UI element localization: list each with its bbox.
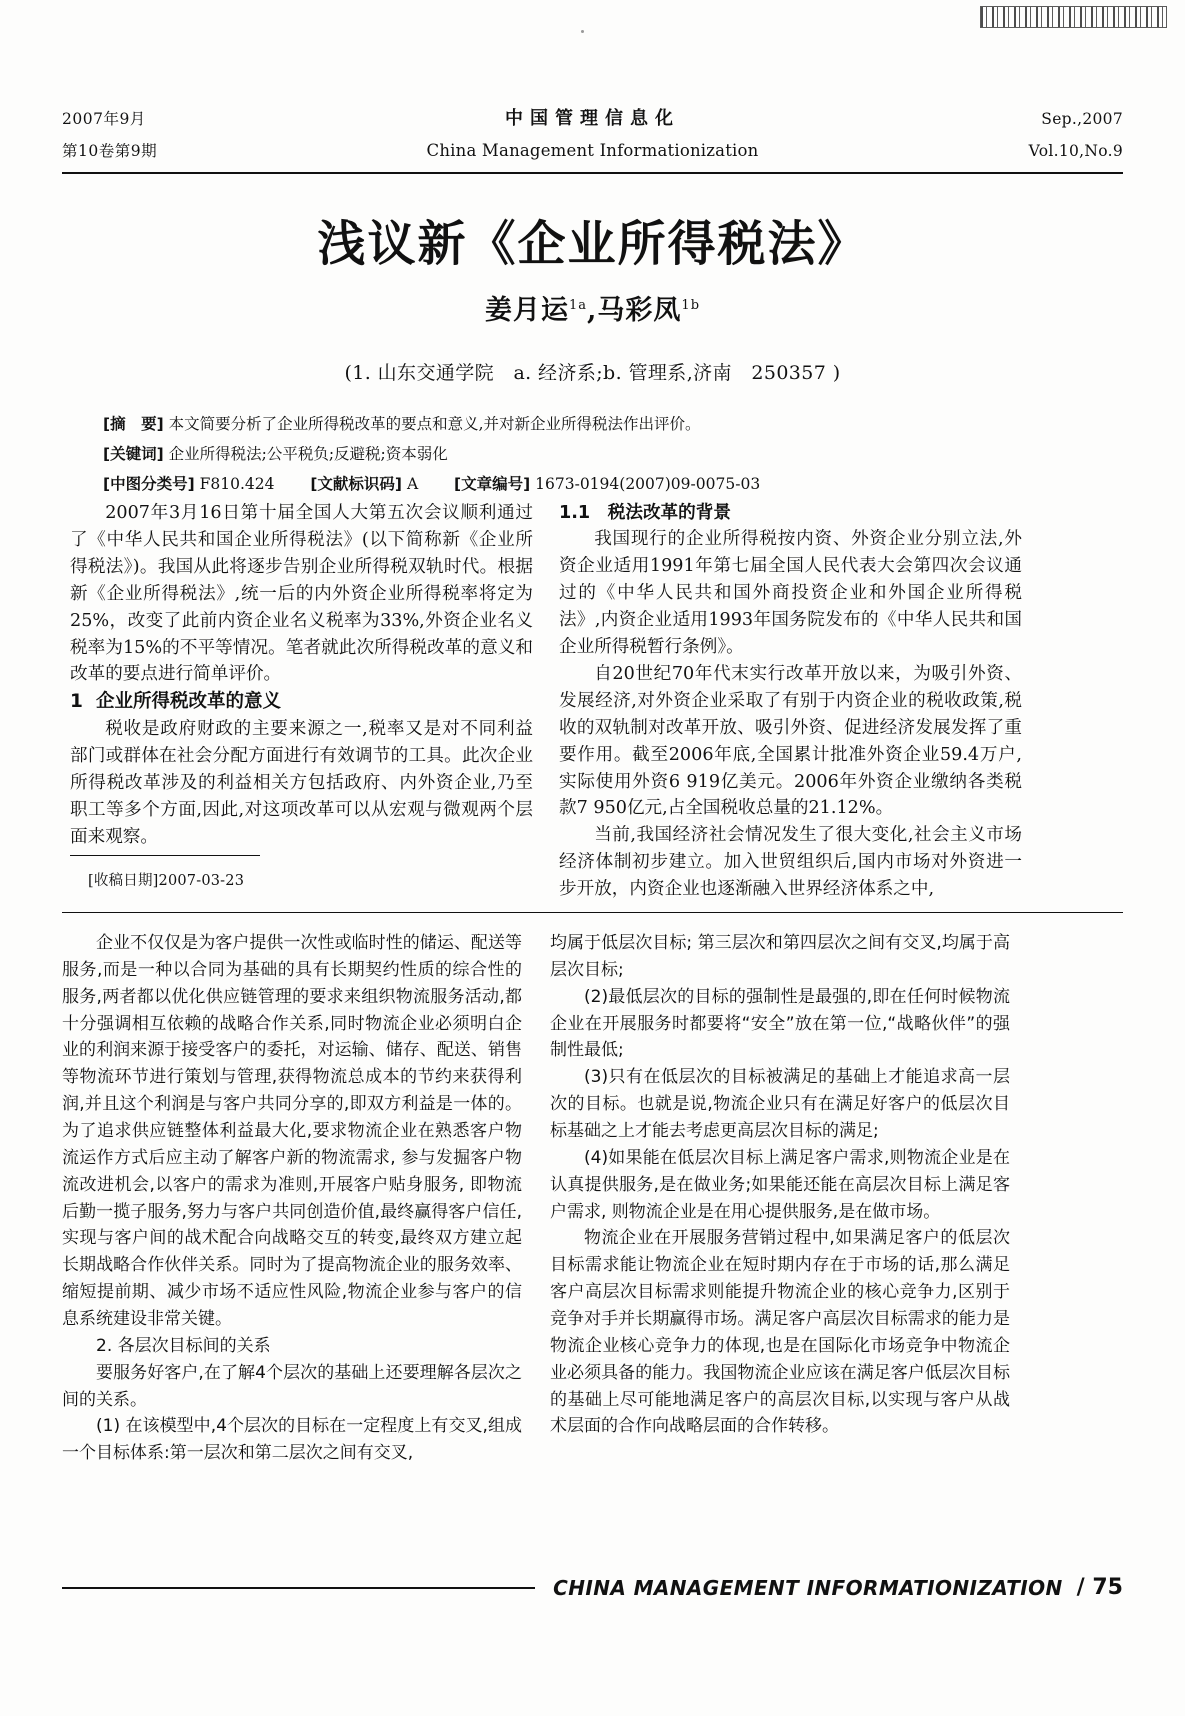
upper-left-heading xyxy=(70,688,533,716)
page-number xyxy=(1077,1575,1123,1600)
author-affil-marker-2: 1b xyxy=(681,298,701,313)
author-affiliation: (1. 山东交通学院 a. 经济系;b. 管理系,济南 250357 ) xyxy=(344,362,841,384)
upper-left-heading-number: 1 xyxy=(70,691,83,713)
document-code-label: [文献标识码] xyxy=(310,474,403,493)
masthead-journal-en: China Management Informationization xyxy=(426,141,759,160)
author-name-2: 马彩凤 xyxy=(597,295,682,326)
lower-left-paragraph: (1) 在该模型中,4个层次的目标在一定程度上有交叉,组成一个目标体系:第一层次和第二层次之间有交叉, xyxy=(62,1416,522,1464)
scan-speck xyxy=(581,30,584,33)
article-metadata xyxy=(103,410,1085,499)
scan-barcode-icon xyxy=(980,6,1167,28)
upper-left-paragraph: 税收是政府财政的主要来源之一,税率又是对不同利益部门或群体在社会分配方面进行有效调节的工具。此次企业所得税改革涉及的利益相关方包括政府、内外资企业,乃至职工等多个方面,因此,对这项改革可以从宏观与微观两个层面来观察。 xyxy=(70,719,533,847)
clc-value: F810.424 xyxy=(199,474,275,493)
upper-right-paragraph: 我国现行的企业所得税按内资、外资企业分别立法,外资企业适用1991年第七届全国人民代表大会第四次会议通过的《中华人民共和国外商投资企业和外国企业所得税法》,内资企业适用1993年国务院发布的《中华人民共和国企业所得税暂行条例》。 xyxy=(559,529,1022,658)
upper-left-heading-text: 企业所得税改革的意义 xyxy=(96,691,282,713)
article-authors xyxy=(0,288,1185,327)
masthead-journal-cn: 中国管理信息化 xyxy=(505,108,680,129)
footnote-divider xyxy=(70,855,260,856)
keywords-text: 企业所得税法;公平税负;反避税;资本弱化 xyxy=(168,444,448,463)
article-id-value: 1673-0194(2007)09-0075-03 xyxy=(535,474,761,493)
keywords-label: [关键词] xyxy=(103,444,164,463)
upper-right-paragraph: 自20世纪70年代末实行改革开放以来，为吸引外资、发展经济,对外资企业采取了有别于内资企业的税收政策,税收的双轨制对改革开放、吸引外资、促进经济发展发挥了重要作用。截至2006年底,全国累计批准外资企业59.4万户,实际使用外资6 919亿美元。2006年外资企业缴纳各类税款7 950亿元,占全国税收总量的21.12%。 xyxy=(559,663,1022,819)
lower-right-paragraph: (2)最低层次的目标的强制性是最强的,即在任何时候物流企业在开展服务时都要将“安全”放在第一位,“战略伙伴”的强制性最低; xyxy=(550,986,1010,1061)
lower-left-paragraph: 企业不仅仅是为客户提供一次性或临时性的储运、配送等服务,而是一种以合同为基础的具有长期契约性质的综合性的服务,两者都以优化供应链管理的要求来组织物流服务活动,都十分强调相互依赖的战略合作关系,同时物流企业必须明白企业的利润来源于接受客户的委托，对运输、储存、配送、销售等物流环节进行策划与管理,获得物流总成本的节约来获得利润,并且这个利润是与客户共同分享的,即双方利益是一体的。为了追求供应链整体利益最大化,要求物流企业在熟悉客户物流运作方式后应主动了解客户新的物流需求, 参与发掘客户物流改进机会,以客户的需求为准则,开展客户贴身服务, 即物流后勤一揽子服务,努力与客户共同创造价值,最终赢得客户信任,实现与客户间的战术配合向战略交互的转变,最终双方建立起长期战略合作伙伴关系。同时为了提高物流企业的服务效率、缩短提前期、减少市场不适应性风险,物流企业参与客户的信息系统建设非常关键。 xyxy=(62,933,522,1330)
page-footer xyxy=(62,1575,1123,1600)
lower-right-paragraph: 均属于低层次目标; 第三层次和第四层次之间有交叉,均属于高层次目标; xyxy=(550,933,1010,980)
page-number-value: 75 xyxy=(1092,1575,1123,1600)
author-separator: , xyxy=(587,295,598,326)
document-code-value: A xyxy=(406,474,419,493)
lower-left-paragraph: 要服务好客户,在了解4个层次的基础上还要理解各层次之间的关系。 xyxy=(62,1362,522,1410)
article-id-label: [文章编号] xyxy=(454,474,531,493)
footer-journal-name: CHINA MANAGEMENT INFORMATIONIZATION xyxy=(553,1575,1063,1600)
abstract-row xyxy=(103,410,1085,440)
upper-right-paragraph: 当前,我国经济社会情况发生了很大变化,社会主义市场经济体制初步建立。加入世贸组织后,国内市场对外资进一步开放，内资企业也逐渐融入世界经济体系之中, xyxy=(559,825,1022,900)
upper-article-columns xyxy=(70,500,1117,900)
clc-label: [中图分类号] xyxy=(103,474,195,493)
article-title: 浅议新《企业所得税法》 xyxy=(317,216,868,272)
article-separator-rule xyxy=(62,912,1123,913)
upper-right-column xyxy=(559,500,1022,900)
masthead-row-top xyxy=(62,104,1123,130)
received-date-footnote xyxy=(70,855,330,890)
lower-right-column xyxy=(550,930,1010,1467)
lower-right-paragraph: (3)只有在低层次的目标被满足的基础上才能追求高一层次的目标。也就是说,物流企业只有在满足好客户的低层次目标基础之上才能去考虑更高层次目标的满足; xyxy=(550,1067,1010,1142)
lower-right-paragraph: 物流企业在开展服务营销过程中,如果满足客户的低层次目标需求能让物流企业在短时期内存在于市场的话,那么满足客户高层次目标需求则能提升物流企业的核心竞争力,区别于竞争对手并长期赢得市场。满足客户高层次目标需求的能力是物流企业核心竞争力的体现,也是在国际化市场竞争中物流企业必须具备的能力。我国物流企业应该在满足客户低层次目标的基础上尽可能地满足客户的高层次目标,以实现与客户从战术层面的合作向战略层面的合作转移。 xyxy=(550,1228,1010,1437)
lower-left-paragraph: 2. 各层次目标间的关系 xyxy=(96,1335,271,1356)
masthead-volume-en: Vol.10,No.9 xyxy=(1028,142,1123,160)
abstract-text: 本文简要分析了企业所得税改革的要点和意义,并对新企业所得税法作出评价。 xyxy=(168,415,701,433)
masthead-divider xyxy=(62,172,1123,174)
masthead xyxy=(62,104,1123,166)
masthead-volume-cn: 第10卷第9期 xyxy=(62,142,158,160)
page-number-slash: / xyxy=(1076,1575,1085,1600)
masthead-date-en: Sep.,2007 xyxy=(1041,110,1123,128)
abstract-label: [摘 要] xyxy=(103,415,164,433)
author-name-1: 姜月运 xyxy=(484,295,569,326)
received-date-label: [收稿日期] xyxy=(88,873,159,889)
upper-left-column xyxy=(70,500,533,900)
codes-row xyxy=(103,470,1085,500)
masthead-date-cn: 2007年9月 xyxy=(62,110,146,128)
upper-right-subheading: 1.1 税法改革的背景 xyxy=(559,503,731,523)
masthead-row-bottom xyxy=(62,139,1123,161)
lower-article-columns xyxy=(62,930,1123,1467)
footnote-text xyxy=(70,869,330,890)
footer-rule xyxy=(62,1587,535,1589)
keywords-row xyxy=(103,440,1085,470)
author-affil-marker-1: 1a xyxy=(568,298,588,313)
upper-left-paragraph: 2007年3月16日第十届全国人大第五次会议顺利通过了《中华人民共和国企业所得税法》(以下简称新《企业所得税法》)。我国从此将逐步告别企业所得税双轨时代。根据新《企业所得税法》,统一后的内外资企业所得税率将定为25%，改变了此前内资企业名义税率为33%,外资企业名义税率为15%的不平等情况。笔者就此次所得税改革的意义和改革的要点进行简单评价。 xyxy=(70,503,533,685)
lower-right-paragraph: (4)如果能在低层次目标上满足客户需求,则物流企业是在认真提供服务,是在做业务;如果能还能在高层次目标上满足客户需求, 则物流企业是在用心提供服务,是在做市场。 xyxy=(550,1147,1010,1222)
lower-left-column xyxy=(62,930,522,1467)
received-date-value: 2007-03-23 xyxy=(158,873,245,889)
